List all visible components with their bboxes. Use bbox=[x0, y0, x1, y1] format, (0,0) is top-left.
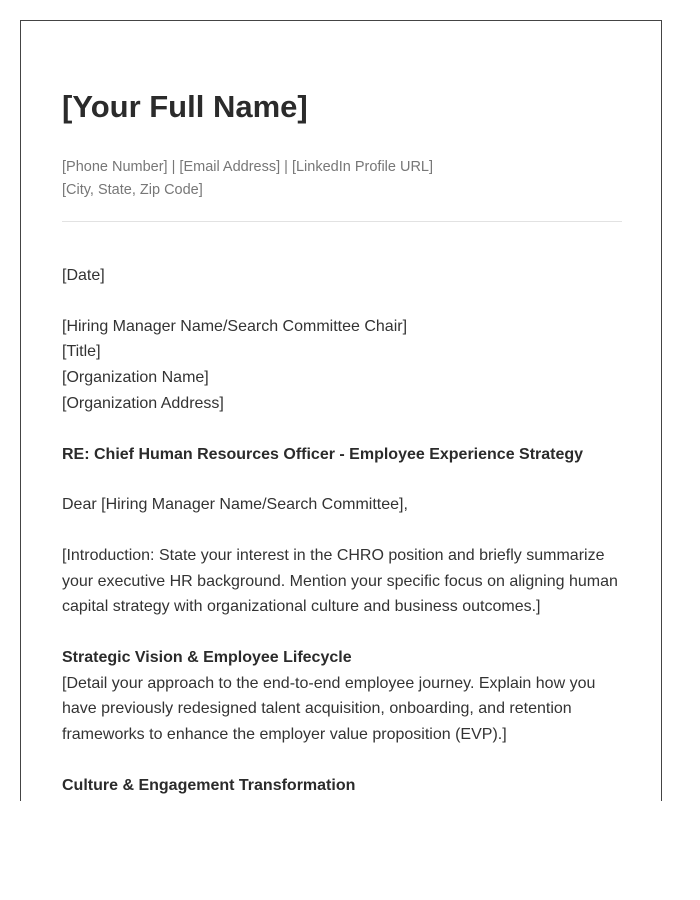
section-line: [Detail your approach to the end-to-end employee journey. Explain how you bbox=[62, 674, 596, 692]
letter-date: [Date] bbox=[62, 267, 105, 284]
intro-line: [Introduction: State your interest in the CHRO position and briefly summarize bbox=[62, 546, 605, 564]
contact-line-1: [Phone Number] | [Email Address] | [LinkedIn Profile URL] bbox=[62, 159, 434, 175]
recipient-address: [Organization Address] bbox=[62, 394, 224, 412]
contact-line-2: [City, State, Zip Code] bbox=[62, 182, 203, 198]
header-divider bbox=[62, 221, 622, 222]
intro-line: capital strategy with organizational culture and business outcomes.] bbox=[62, 598, 541, 616]
letter-page bbox=[20, 20, 662, 801]
section-title: Strategic Vision & Employee Lifecycle bbox=[62, 649, 352, 667]
recipient-name: [Hiring Manager Name/Search Committee Chair] bbox=[62, 317, 408, 335]
salutation-block bbox=[62, 492, 622, 518]
section-title: Culture & Engagement Transformation bbox=[62, 776, 356, 794]
section-line: frameworks to enhance the employer value proposition (EVP).] bbox=[62, 726, 507, 744]
intro-line: your executive HR background. Mention your specific focus on aligning human bbox=[62, 572, 618, 590]
recipient-organization: [Organization Name] bbox=[62, 369, 209, 387]
section-line: have previously redesigned talent acquisition, onboarding, and retention bbox=[62, 700, 572, 718]
date-block bbox=[62, 263, 622, 289]
recipient-block bbox=[62, 314, 622, 417]
applicant-name: [Your Full Name] bbox=[62, 89, 308, 124]
subject-block bbox=[62, 442, 622, 468]
salutation: Dear [Hiring Manager Name/Search Committee], bbox=[62, 496, 408, 514]
section-culture-engagement bbox=[62, 773, 622, 799]
subject-line: RE: Chief Human Resources Officer - Employee Experience Strategy bbox=[62, 445, 584, 463]
contact-info bbox=[62, 156, 433, 202]
section-strategic-vision bbox=[62, 645, 622, 748]
intro-paragraph bbox=[62, 543, 622, 620]
recipient-title: [Title] bbox=[62, 343, 101, 361]
letter-body bbox=[62, 263, 622, 801]
